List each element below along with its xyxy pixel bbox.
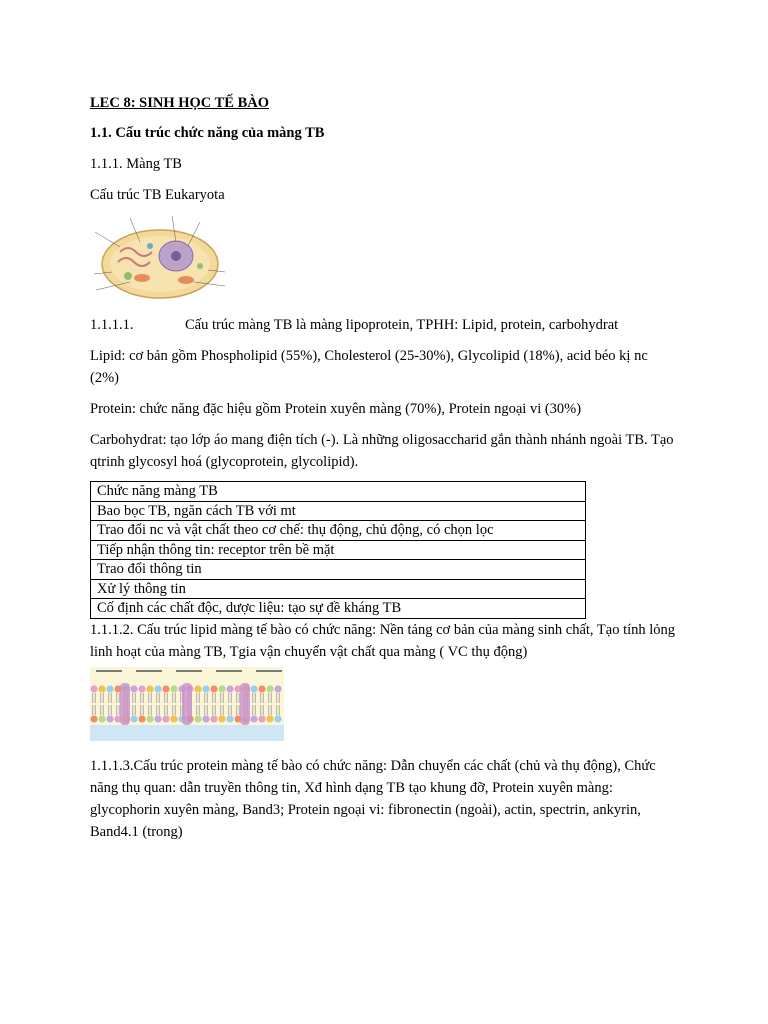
item-1-1-1-3: 1.1.1.3.Cấu trúc protein màng tế bào có chức năng: Dẫn chuyển các chất (chủ và thụ động), Chức năng thụ quan: dẫn truyền thông tin, Xđ hình dạng TB tạo khung đỡ, Protein xuyên màng: glycophorin xuyên màng, Band3; Protein ngoại vi: fibronectin (ngoài), actin, spectrin, ankyrin, Band4.1 (trong): [90, 757, 656, 840]
table-cell: Trao đổi nc và vật chất theo cơ chế: thụ động, chủ động, có chọn lọc: [91, 521, 586, 541]
table-row: [91, 579, 586, 599]
carbohydrate-paragraph: Carbohydrat: tạo lớp áo mang điện tích (-). Là những oligosaccharid gắn thành nhánh ngoài TB. Tạo qtrinh glycosyl hoá (glycoprotein, glycolipid).: [90, 432, 674, 470]
item-1-1-1-1: [90, 314, 680, 336]
table-row: [91, 599, 586, 619]
table-cell: Chức năng màng TB: [91, 482, 586, 502]
table-row: [91, 482, 586, 502]
table-row: [91, 560, 586, 580]
section-heading-1-1: 1.1. Cấu trúc chức năng của màng TB: [90, 125, 325, 141]
document-page: [90, 92, 680, 843]
eukaryote-caption: Cấu trúc TB Eukaryota: [90, 187, 225, 203]
lipid-membrane-diagram: [90, 667, 284, 741]
item-1-1-1-2: 1.1.1.2. Cấu trúc lipid màng tế bào có chức năng: Nền tảng cơ bản của màng sinh chất, Tạo tính lỏng linh hoạt của màng TB, Tgia vận chuyển vật chất qua màng ( VC thụ động): [90, 621, 676, 660]
protein-paragraph: Protein: chức năng đặc hiệu gồm Protein xuyên màng (70%), Protein ngoại vi (30%): [90, 401, 582, 417]
membrane-function-table: [90, 481, 586, 619]
table-cell: Trao đổi thông tin: [91, 560, 586, 580]
table-cell: Cố định các chất độc, dược liệu: tạo sự đề kháng TB: [91, 599, 586, 619]
eukaryotic-cell-diagram: [90, 212, 230, 302]
item-1-1-1-1-number: 1.1.1.1.: [90, 317, 134, 333]
table-row: [91, 540, 586, 560]
lipid-paragraph: Lipid: cơ bản gồm Phospholipid (55%), Cholesterol (25-30%), Glycolipid (18%), acid béo kị nc (2%): [90, 348, 648, 386]
table-row: [91, 501, 586, 521]
table-cell: Bao bọc TB, ngăn cách TB với mt: [91, 501, 586, 521]
section-heading-1-1-1: 1.1.1. Màng TB: [90, 156, 182, 172]
lecture-title: LEC 8: SINH HỌC TẾ BÀO: [90, 95, 270, 111]
table-cell: Tiếp nhận thông tin: receptor trên bề mặt: [91, 540, 586, 560]
table-row: [91, 521, 586, 541]
item-1-1-1-1-text: Cấu trúc màng TB là màng lipoprotein, TPHH: Lipid, protein, carbohydrat: [185, 317, 619, 333]
table-cell: Xử lý thông tin: [91, 579, 586, 599]
